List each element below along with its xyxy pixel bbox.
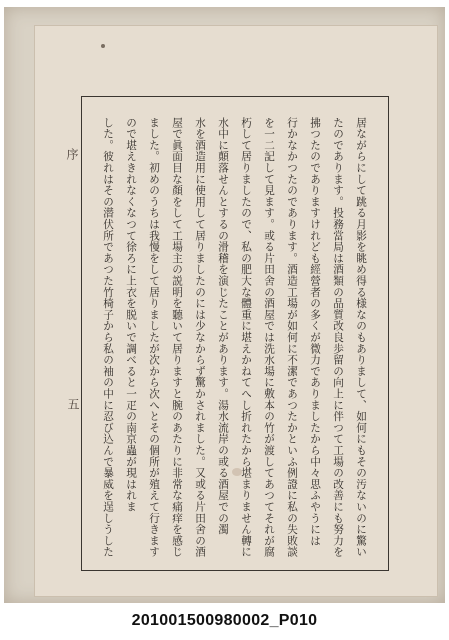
text-column: した。彼れはその潜伏所であつた竹椅子から私の袖の中に忍び込んで暴威を逞しうした [102, 117, 114, 558]
text-column: 行かなかつたのであります。酒造工場が如何に不潔であつたかといふ例證に私の失敗談 [286, 117, 298, 558]
image-caption: 201001500980002_P010 [131, 612, 318, 629]
text-column: 朽して居りましたので、私の肥大な體重に堪えかねてへし折れたから堪まりません轉に [240, 117, 252, 558]
page-mark [101, 44, 105, 48]
page-number: 五 [66, 398, 80, 410]
text-column: 屋で眞面目な顏をして工場主の説明を聽いて居りますと腕のあたりに非常な痛痒を感じ [171, 117, 183, 558]
text-column: 水中に顛落せんとするの滑稽を演じたことがあります。湯水流岸の或る酒屋での濁 [217, 117, 229, 536]
text-column: 居ながらにして跳る月影を眺め得る様なのもありまして、如何にもその汚ないのに驚い [355, 117, 367, 558]
text-column: ました。初めのうちは我慢をして居りましたが次から次へとその個所が殖えて行きます [148, 117, 160, 558]
text-column: 水を酒造用に使用して居りましたのには少なからず驚かされました。又或る片田舍の酒 [194, 117, 206, 558]
text-column: たのであります。投務當局は酒類の品質改良歩留の向上に伴つて工場の改善にも努力を [332, 117, 344, 558]
header-title: 序 [65, 148, 79, 163]
text-column: 拂つたのでありますけれども經營者の多くが微力でありましたから中々思ふやうには [309, 117, 321, 547]
text-column: を一二記して見ます。或る片田舍の酒屋では洗水場に敷本の竹が渡してあつてそれが腐 [263, 117, 275, 558]
text-column: ので堪えきれなくなつて徐ろに上衣を脱いで調べると一疋の南京蟲が現はれま [125, 117, 137, 513]
